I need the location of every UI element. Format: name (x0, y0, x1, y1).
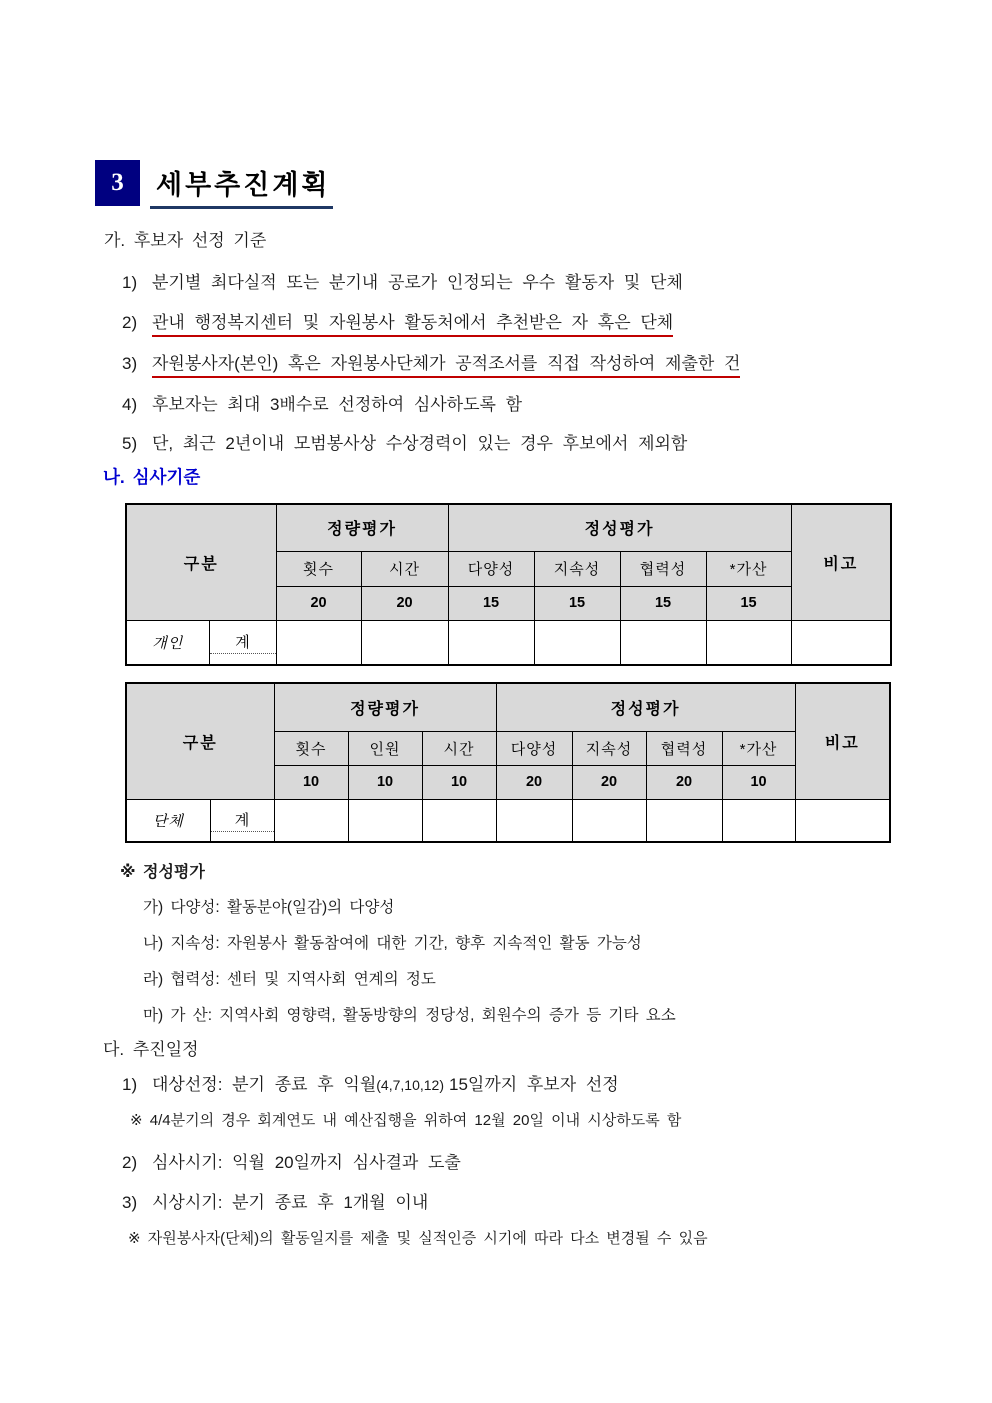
table-header-cell: *가산 (706, 551, 791, 586)
table-header-quantitative: 정량평가 (276, 504, 448, 551)
criteria-table-individual (125, 503, 892, 666)
table-header-cell: *가산 (722, 731, 795, 765)
table-header-cell: 인원 (348, 731, 422, 765)
item-number: 1) (122, 1075, 138, 1094)
list-item-4 (122, 390, 522, 415)
score-cell: 15 (706, 586, 791, 620)
sum-label: 계 (210, 630, 276, 654)
qualitative-note-item: 마) 가 산: 지역사회 영향력, 활동방향의 정당성, 회원수의 증가 등 기타 요소 (143, 1007, 676, 1024)
section-c-heading: 다. 추진일정 (103, 1040, 199, 1059)
schedule-item-3 (122, 1188, 428, 1213)
item-text: 후보자는 최대 3배수로 선정하여 심사하도록 함 (152, 395, 523, 414)
table-header-cell: 횟수 (274, 731, 348, 765)
item-text-underlined: 관내 행정복지센터 및 자원봉사 활동처에서 추천받은 자 혹은 단체 (152, 313, 673, 337)
table-header-cell: 시간 (361, 551, 448, 586)
score-cell: 10 (422, 765, 496, 799)
page-title: 세부추진계획 (156, 170, 331, 200)
empty-cell (276, 620, 361, 665)
empty-cell (706, 620, 791, 665)
score-cell: 10 (348, 765, 422, 799)
table-header-qualitative: 정성평가 (448, 504, 791, 551)
item-number: 1) (122, 273, 138, 292)
empty-cell (646, 799, 722, 842)
score-cell: 20 (646, 765, 722, 799)
table-header-cell: 지속성 (572, 731, 646, 765)
schedule-note-2: ※ 자원봉사자(단체)의 활동일지를 제출 및 실적인증 시기에 따라 다소 변경될 수 있음 (128, 1230, 708, 1247)
score-cell: 20 (572, 765, 646, 799)
title-underline (150, 206, 333, 209)
row-label-individual: 개인 (126, 620, 209, 665)
empty-cell (722, 799, 795, 842)
score-cell: 15 (448, 586, 534, 620)
schedule-item-2 (122, 1148, 461, 1173)
sum-label: 계 (211, 808, 274, 832)
schedule-note-1: ※ 4/4분기의 경우 회계연도 내 예산집행을 위하여 12월 20일 이내 시상하도록 함 (130, 1112, 682, 1129)
section-number: 3 (111, 169, 124, 196)
empty-cell (496, 799, 572, 842)
item-text: 15일까지 후보자 선정 (448, 1075, 619, 1094)
item-number: 3) (122, 354, 138, 373)
score-cell: 10 (274, 765, 348, 799)
qualitative-note-item: 나) 지속성: 자원봉사 활동참여에 대한 기간, 향후 지속적인 활동 가능성 (143, 935, 642, 952)
item-text-underlined: 자원봉사자(본인) 혹은 자원봉사단체가 공적조서를 직접 작성하여 제출한 건 (152, 354, 740, 378)
score-cell: 20 (276, 586, 361, 620)
table-header-cell: 협력성 (620, 551, 706, 586)
list-item-5 (122, 429, 687, 454)
item-text: 단, 최근 2년이내 모범봉사상 수상경력이 있는 경우 후보에서 제외함 (152, 434, 688, 453)
table-header-cell: 시간 (422, 731, 496, 765)
empty-cell (448, 620, 534, 665)
empty-cell (361, 620, 448, 665)
empty-cell (274, 799, 348, 842)
empty-cell (422, 799, 496, 842)
sum-cell (209, 620, 276, 665)
item-text: 분기별 최다실적 또는 분기내 공로가 인정되는 우수 활동자 및 단체 (152, 273, 683, 292)
table-header-cell: 협력성 (646, 731, 722, 765)
criteria-table-group (125, 682, 891, 843)
table-header-cell: 다양성 (448, 551, 534, 586)
empty-cell (534, 620, 620, 665)
table-header-group: 구분 (126, 683, 274, 799)
remark-empty-cell (795, 799, 890, 842)
item-number: 4) (122, 395, 138, 414)
item-text: 심사시기: 익월 20일까지 심사결과 도출 (152, 1153, 461, 1172)
score-cell: 10 (722, 765, 795, 799)
table-header-qualitative: 정성평가 (496, 683, 795, 731)
score-cell: 20 (496, 765, 572, 799)
sum-cell (210, 799, 274, 842)
table-header-remark: 비고 (795, 683, 890, 799)
qualitative-note-heading: ※ 정성평가 (120, 864, 205, 881)
qualitative-note-item: 라) 협력성: 센터 및 지역사회 연계의 정도 (143, 971, 436, 988)
empty-cell (348, 799, 422, 842)
empty-cell (572, 799, 646, 842)
empty-cell (620, 620, 706, 665)
item-text: 대상선정: 분기 종료 후 익월 (152, 1075, 377, 1094)
score-cell: 15 (620, 586, 706, 620)
item-text: 시상시기: 분기 종료 후 1개월 이내 (152, 1193, 429, 1212)
item-number: 5) (122, 434, 138, 453)
item-number: 3) (122, 1193, 138, 1212)
item-number: 2) (122, 1153, 138, 1172)
table-header-cell: 횟수 (276, 551, 361, 586)
list-item-3 (122, 349, 740, 374)
table-header-cell: 다양성 (496, 731, 572, 765)
section-b-heading: 나. 심사기준 (103, 467, 201, 487)
section-a-heading: 가. 후보자 선정 기준 (104, 231, 267, 250)
table-header-cell: 지속성 (534, 551, 620, 586)
item-paren-text: (4,7,10,12) (376, 1077, 444, 1093)
row-label-group: 단체 (126, 799, 210, 842)
score-cell: 15 (534, 586, 620, 620)
table-header-quantitative: 정량평가 (274, 683, 496, 731)
list-item-2 (122, 308, 673, 333)
qualitative-note-item: 가) 다양성: 활동분야(일감)의 다양성 (143, 899, 395, 916)
schedule-item-1 (122, 1070, 619, 1095)
table-header-group: 구분 (126, 504, 276, 620)
score-cell: 20 (361, 586, 448, 620)
item-number: 2) (122, 313, 138, 332)
remark-empty-cell (791, 620, 891, 665)
list-item-1 (122, 268, 683, 293)
section-number-badge (95, 160, 140, 206)
table-header-remark: 비고 (791, 504, 891, 620)
